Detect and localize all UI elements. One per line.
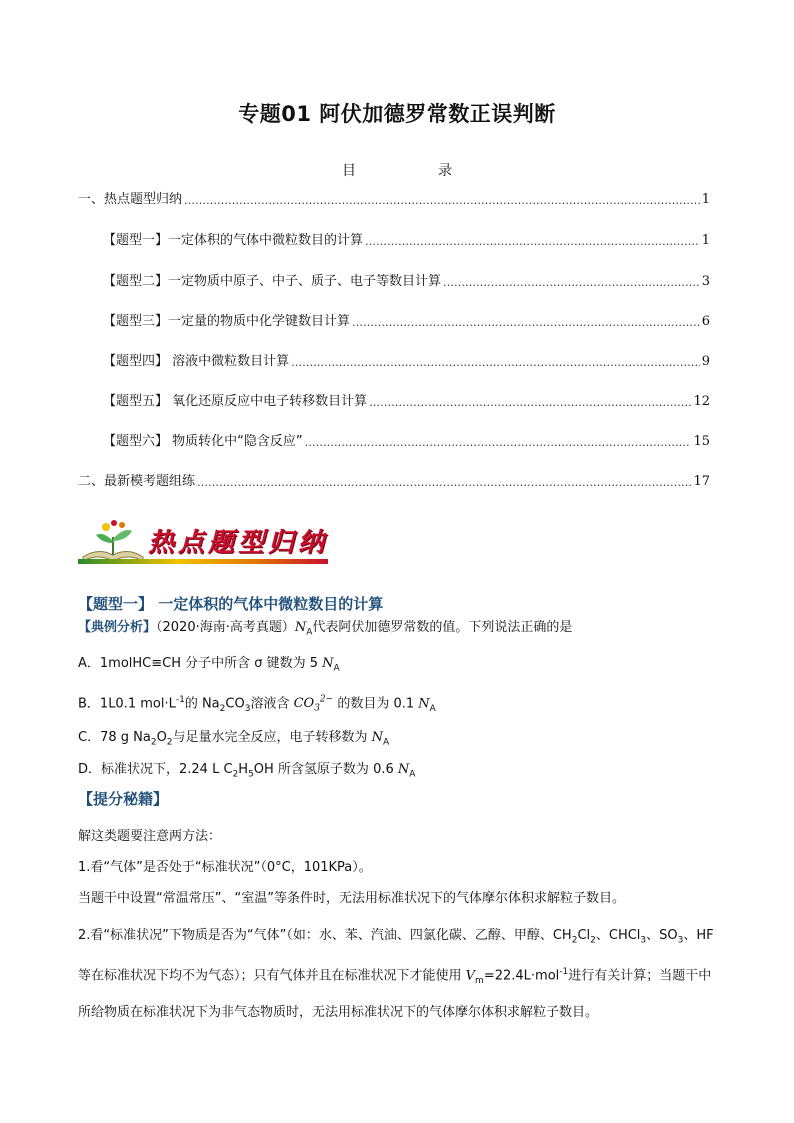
option-sub: 2 <box>166 737 173 748</box>
na-symbol: N <box>397 762 410 777</box>
toc-leader <box>305 436 692 449</box>
tips-text: 2.看“标准状况”下物质是否为“气体”（如：水、苯、汽油、四氯化碳、乙醇、甲醇、CH <box>78 928 572 943</box>
tips-intro: 解这类题要注意两方法： <box>78 829 222 844</box>
tips-point-1-detail: 当题干中设置“常温常压”、“室温”等条件时，无法用标准状况下的气体摩尔体积求解粒子数目。 <box>78 891 625 906</box>
na-subscript: A <box>333 663 340 674</box>
toc-page: 15 <box>693 434 710 449</box>
banner-title: 热点题型归纳 <box>148 528 329 558</box>
toc-row[interactable] <box>78 188 710 207</box>
na-subscript: A <box>306 627 313 638</box>
option-a <box>78 654 340 679</box>
formula-sub: 3 <box>677 935 684 946</box>
tips-point-1: 1.看“气体”是否处于“标准状况”（0°C，101KPa）。 <box>78 860 372 875</box>
toc-label: 【题型六】 物质转化中“隐含反应” <box>103 434 303 449</box>
vm-sub: m <box>475 975 484 986</box>
na-subscript: A <box>383 737 390 748</box>
banner-underline <box>78 559 328 564</box>
page-title: 专题01 阿伏加德罗常数正误判断 <box>238 102 556 126</box>
option-text: D．标准状况下，2.24 L C <box>78 762 233 777</box>
ion-sub: 3 <box>314 703 320 714</box>
toc-label: 【题型五】 氧化还原反应中电子转移数目计算 <box>103 394 368 409</box>
book-plant-icon <box>78 517 148 565</box>
toc-leader <box>365 235 700 248</box>
toc-heading-right: 录 <box>438 163 452 179</box>
toc-label: 【题型三】一定量的物质中化学键数目计算 <box>103 314 351 329</box>
ion-symbol: CO <box>293 696 315 712</box>
toc-row[interactable] <box>103 270 710 289</box>
na-symbol: N <box>418 696 430 712</box>
na-symbol: N <box>294 620 307 635</box>
section-heading: 【题型一】 一定体积的气体中微粒数目的计算 <box>78 595 384 613</box>
option-sub: 2 <box>232 769 239 780</box>
toc-label: 二、最新模考题组练 <box>78 474 196 489</box>
example-source: （2020·海南·高考真题） <box>156 620 295 635</box>
vm-symbol: V <box>465 967 476 983</box>
toc-label: 【题型四】 溶液中微粒数目计算 <box>103 354 290 369</box>
option-text: OH 所含氢原子数为 0.6 <box>253 762 398 777</box>
option-d <box>78 760 415 785</box>
option-text: 溶液含 <box>250 696 294 712</box>
toc-row[interactable] <box>103 430 710 449</box>
option-sub: 2 <box>150 737 157 748</box>
option-sub: 2 <box>219 703 226 714</box>
toc-page: 1 <box>701 192 710 207</box>
option-text: O <box>156 730 167 745</box>
section-banner <box>78 517 328 567</box>
option-sub: 5 <box>248 769 254 780</box>
toc-label: 【题型二】一定物质中原子、中子、质子、电子等数目计算 <box>103 274 442 289</box>
toc-heading-left: 目 <box>342 163 356 179</box>
tips-point-2 <box>78 920 718 1028</box>
option-text: CO <box>225 696 245 712</box>
example-tag: 【典例分析】 <box>78 620 157 635</box>
option-text: C．78 g Na <box>78 730 151 745</box>
toc-leader <box>352 316 700 329</box>
toc-page: 3 <box>701 274 710 289</box>
toc-leader <box>184 194 700 207</box>
toc-leader <box>369 396 691 409</box>
option-text: 的数目为 0.1 <box>333 696 419 712</box>
tips-text: 、HF 等在标准状况下均不为气态）；只有气体并且在标准状况下才能使用 <box>78 928 714 983</box>
toc-label: 【题型一】一定体积的气体中微粒数目的计算 <box>103 233 364 248</box>
carbonate-ion <box>293 695 334 714</box>
vm-value: =22.4L·mol <box>483 967 560 983</box>
option-text: H <box>238 762 249 777</box>
option-sup: -1 <box>175 695 185 705</box>
toc-page: 6 <box>701 314 710 329</box>
toc-leader <box>291 356 700 369</box>
na-subscript: A <box>429 703 436 714</box>
ion-charge: 2− <box>319 695 334 705</box>
option-text: 与足量水完全反应，电子转移数为 <box>172 730 372 745</box>
toc-row[interactable] <box>103 390 710 409</box>
toc-leader <box>197 476 691 489</box>
toc-page: 12 <box>693 394 710 409</box>
toc-row[interactable] <box>103 310 710 329</box>
option-b <box>78 690 436 719</box>
option-c <box>78 728 389 753</box>
tips-heading: 【提分秘籍】 <box>78 790 169 808</box>
toc-leader <box>443 276 700 289</box>
toc-page: 1 <box>701 233 710 248</box>
formula-sub: 2 <box>590 935 596 946</box>
option-text: B．1L0.1 mol·L <box>78 696 176 712</box>
na-symbol: N <box>371 730 384 745</box>
toc-page: 9 <box>701 354 710 369</box>
formula-sub: 3 <box>640 935 647 946</box>
example-stem <box>78 618 572 643</box>
example-stem-text: 代表阿伏加德罗常数的值。下列说法正确的是 <box>312 620 573 635</box>
tips-text: 、CHCl <box>595 928 641 943</box>
toc-row[interactable] <box>103 229 710 248</box>
toc-label: 一、热点题型归纳 <box>78 192 183 207</box>
tips-text: 、SO <box>646 928 678 943</box>
vm-sup: -1 <box>559 966 569 977</box>
tips-text: Cl <box>577 928 591 943</box>
na-subscript: A <box>409 769 416 780</box>
na-symbol: N <box>322 656 334 671</box>
toc-page: 17 <box>693 474 710 489</box>
toc-row[interactable] <box>78 470 710 489</box>
option-text: A．1molHC≡CH 分子中所含 σ 键数为 5 <box>78 656 323 671</box>
formula-sub: 2 <box>571 935 578 946</box>
option-sub: 3 <box>244 703 251 714</box>
tips-text: 进行有关计算；当题干中所给物质在标准状况下为非气态物质时，无法用标准状况下的气体摩尔体积求解粒子数目。 <box>78 967 712 1020</box>
toc-row[interactable] <box>103 350 710 369</box>
option-text: 的 Na <box>184 696 220 712</box>
